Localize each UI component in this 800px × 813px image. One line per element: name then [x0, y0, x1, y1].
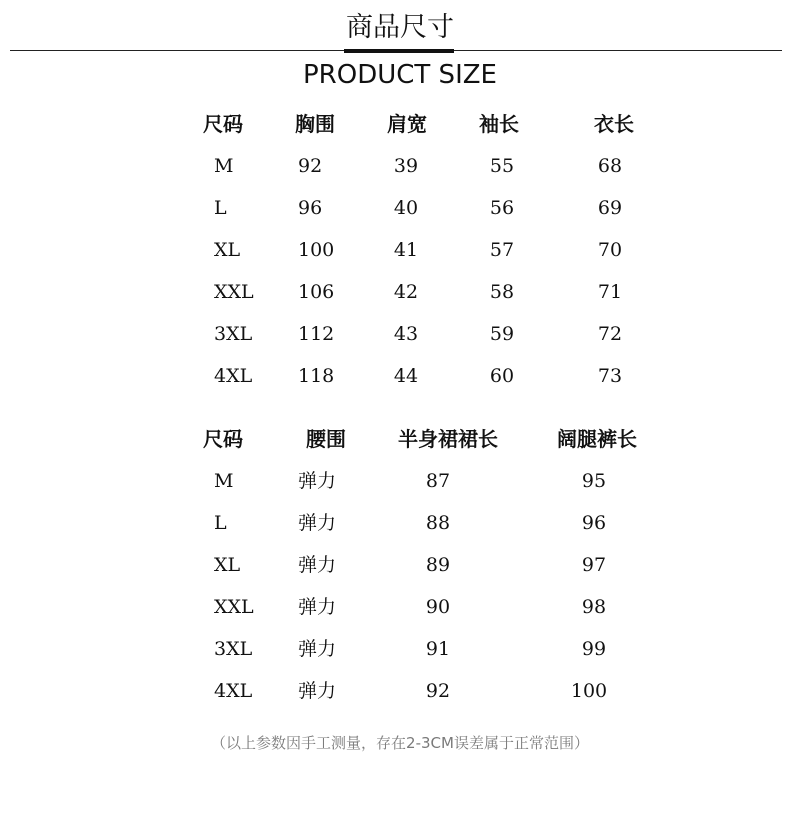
table-row [0, 465, 800, 497]
header-skirt-length: 半身裙裙长 [398, 427, 498, 451]
skirt-length-cell: 90 [425, 596, 451, 618]
shoulder-cell: 42 [393, 281, 419, 303]
size-cell: XXL [214, 281, 254, 303]
length-cell: 69 [597, 197, 623, 219]
size-cell: L [214, 197, 227, 219]
size-cell: XL [214, 239, 241, 261]
sleeve-cell: 60 [489, 365, 515, 387]
pants-length-cell: 96 [581, 512, 607, 534]
header-sleeve: 袖长 [479, 112, 519, 136]
length-cell: 70 [597, 239, 623, 261]
table-row [0, 276, 800, 308]
size-cell: M [214, 155, 234, 177]
pants-length-cell: 99 [581, 638, 607, 660]
chest-cell: 118 [298, 365, 335, 387]
chest-cell: 112 [298, 323, 335, 345]
table-row [0, 633, 800, 665]
shoulder-cell: 41 [393, 239, 419, 261]
table-row [0, 675, 800, 707]
waist-cell: 弹力 [298, 470, 337, 492]
top-table-header [0, 108, 800, 140]
pants-length-cell: 100 [570, 680, 608, 702]
bottom-table-header [0, 423, 800, 455]
length-cell: 71 [597, 281, 623, 303]
size-cell: XXL [214, 596, 254, 618]
table-row [0, 150, 800, 182]
sleeve-cell: 55 [489, 155, 515, 177]
size-cell: M [214, 470, 234, 492]
measurement-footnote: （以上参数因手工测量，存在2-3CM误差属于正常范围） [211, 734, 589, 752]
size-cell: 4XL [214, 680, 253, 702]
title-en: PRODUCT SIZE [303, 60, 497, 90]
waist-cell: 弹力 [298, 680, 337, 702]
pants-length-cell: 97 [581, 554, 607, 576]
header-shoulder: 肩宽 [387, 112, 427, 136]
chest-cell: 100 [298, 239, 335, 261]
shoulder-cell: 39 [393, 155, 419, 177]
header-waist: 腰围 [306, 427, 346, 451]
sleeve-cell: 57 [489, 239, 515, 261]
skirt-length-cell: 92 [425, 680, 451, 702]
waist-cell: 弹力 [298, 596, 337, 618]
waist-cell: 弹力 [298, 512, 337, 534]
skirt-length-cell: 89 [425, 554, 451, 576]
size-cell: 3XL [214, 638, 253, 660]
table-row [0, 507, 800, 539]
table-row [0, 234, 800, 266]
header-chest: 胸围 [295, 112, 335, 136]
shoulder-cell: 40 [393, 197, 419, 219]
skirt-length-cell: 88 [425, 512, 451, 534]
size-cell: L [214, 512, 227, 534]
header-size: 尺码 [203, 112, 243, 136]
size-cell: 4XL [214, 365, 253, 387]
skirt-length-cell: 91 [425, 638, 451, 660]
length-cell: 68 [597, 155, 623, 177]
table-row [0, 192, 800, 224]
header-size: 尺码 [203, 427, 243, 451]
sleeve-cell: 59 [489, 323, 515, 345]
chest-cell: 96 [298, 197, 323, 219]
shoulder-cell: 44 [393, 365, 419, 387]
waist-cell: 弹力 [298, 638, 337, 660]
length-cell: 73 [597, 365, 623, 387]
table-row [0, 360, 800, 392]
title-underline-accent [344, 49, 454, 53]
chest-cell: 106 [298, 281, 335, 303]
shoulder-cell: 43 [393, 323, 419, 345]
size-cell: 3XL [214, 323, 253, 345]
pants-length-cell: 98 [581, 596, 607, 618]
header-length: 衣长 [594, 112, 634, 136]
length-cell: 72 [597, 323, 623, 345]
table-row [0, 549, 800, 581]
header-pants-length: 阔腿裤长 [557, 427, 637, 451]
chest-cell: 92 [298, 155, 323, 177]
waist-cell: 弹力 [298, 554, 337, 576]
pants-length-cell: 95 [581, 470, 607, 492]
size-cell: XL [214, 554, 241, 576]
table-row [0, 591, 800, 623]
sleeve-cell: 58 [489, 281, 515, 303]
skirt-length-cell: 87 [425, 470, 451, 492]
table-row [0, 318, 800, 350]
sleeve-cell: 56 [489, 197, 515, 219]
title-cn: 商品尺寸 [346, 12, 454, 43]
